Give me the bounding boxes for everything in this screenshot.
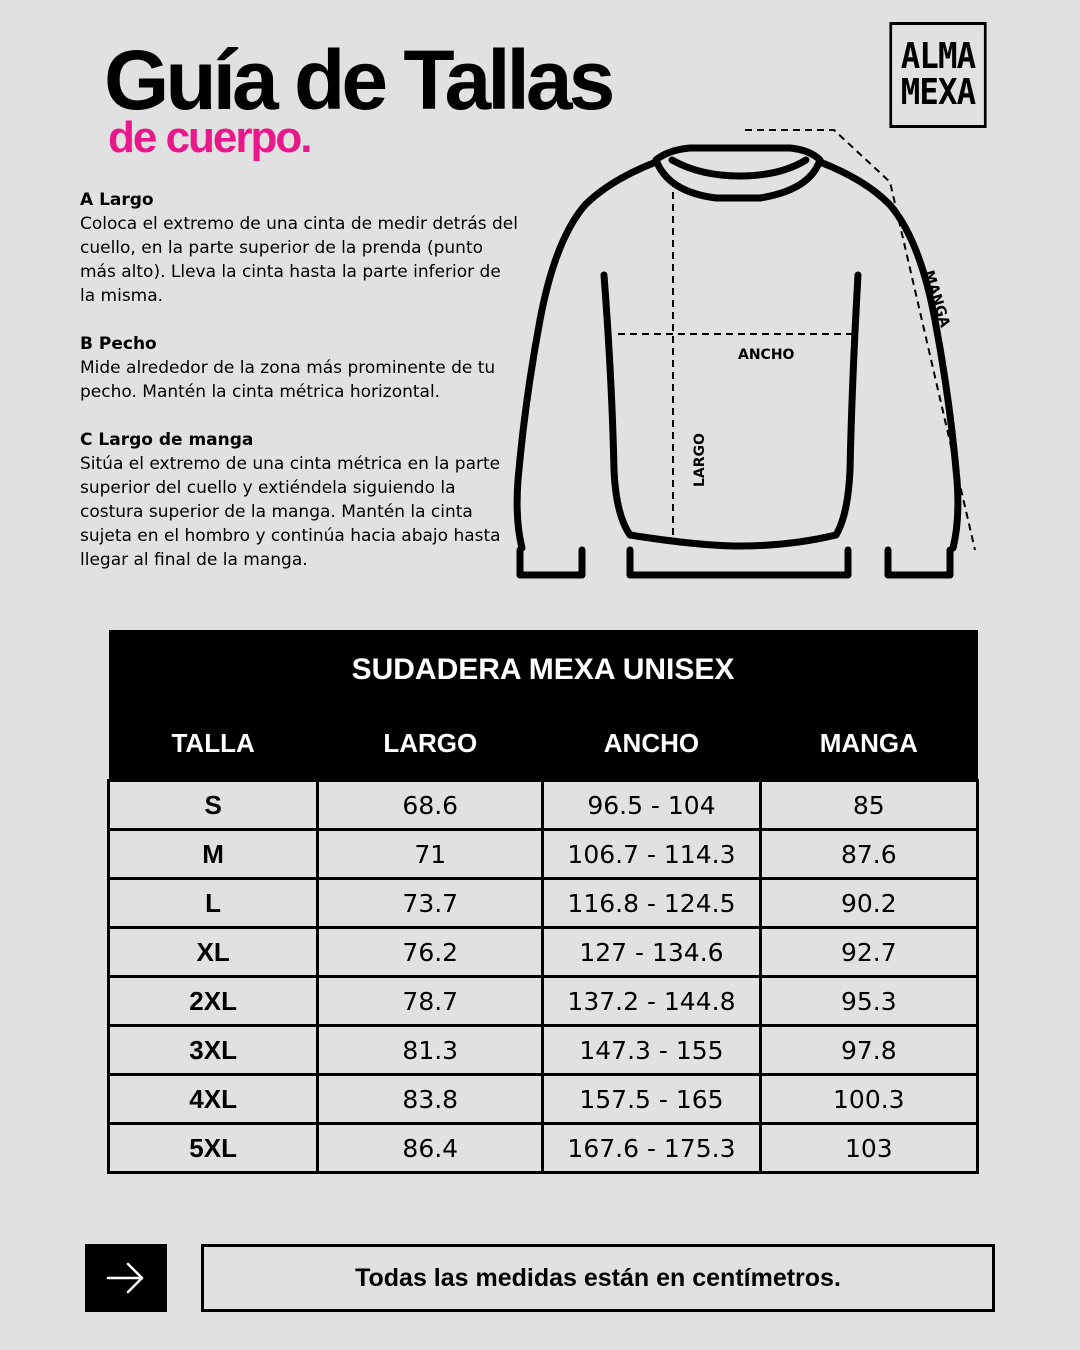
value-cell: 95.3: [760, 977, 977, 1026]
column-header-manga: MANGA: [819, 727, 918, 758]
table-row: [109, 1075, 978, 1124]
value-cell: 90.2: [760, 879, 977, 928]
value-cell: 167.6 - 175.3: [543, 1124, 760, 1173]
value-cell: 83.8: [318, 1075, 543, 1124]
page-title: Guía de Tallas: [104, 33, 612, 127]
instruction-largo: [80, 188, 520, 308]
table-row: [109, 1026, 978, 1075]
instruction-body: Coloca el extremo de una cinta de medir detrás del cuello, en la parte superior de la prenda (punto más alto). Lleva la cinta hasta la parte inferior de la misma.: [80, 214, 518, 306]
value-cell: 157.5 - 165: [543, 1075, 760, 1124]
size-cell: L: [109, 879, 318, 928]
size-table: [107, 630, 979, 1174]
value-cell: 87.6: [760, 830, 977, 879]
units-note-text: Todas las medidas están en centímetros.: [355, 1263, 841, 1292]
instruction-heading: C Largo de manga: [80, 430, 254, 450]
value-cell: 103: [760, 1124, 977, 1173]
units-note: [201, 1244, 995, 1312]
instruction-heading: B Pecho: [80, 334, 157, 354]
value-cell: 76.2: [318, 928, 543, 977]
table-row: [109, 1124, 978, 1173]
table-row: [109, 781, 978, 830]
size-cell: 5XL: [109, 1124, 318, 1173]
value-cell: 85: [760, 781, 977, 830]
value-cell: 86.4: [318, 1124, 543, 1173]
arrow-right-icon-glyph: [104, 1260, 148, 1296]
size-cell: 2XL: [109, 977, 318, 1026]
value-cell: 96.5 - 104: [543, 781, 760, 830]
size-cell: S: [109, 781, 318, 830]
instruction-body: Sitúa el extremo de una cinta métrica en la parte superior del cuello y extiéndela siguiendo la costura superior de la manga. Mantén la cinta sujeta en el hombro y continúa hacia abajo hasta llegar al final de la manga.: [80, 454, 501, 570]
table-row: [109, 977, 978, 1026]
instruction-manga: [80, 428, 520, 572]
instruction-pecho: [80, 332, 520, 404]
value-cell: 78.7: [318, 977, 543, 1026]
table-row: [109, 928, 978, 977]
table-row: [109, 879, 978, 928]
column-header-ancho: ANCHO: [603, 727, 700, 758]
value-cell: 127 - 134.6: [543, 928, 760, 977]
value-cell: 116.8 - 124.5: [543, 879, 760, 928]
size-cell: XL: [109, 928, 318, 977]
size-cell: 3XL: [109, 1026, 318, 1075]
page-subtitle: de cuerpo.: [108, 113, 311, 162]
instruction-body: Mide alrededor de la zona más prominente de tu pecho. Mantén la cinta métrica horizontal.: [80, 358, 496, 402]
logo-line-1: ALMA: [900, 36, 976, 77]
instruction-heading: A Largo: [80, 190, 154, 210]
value-cell: 137.2 - 144.8: [543, 977, 760, 1026]
label-largo: LARGO: [692, 433, 708, 487]
value-cell: 106.7 - 114.3: [543, 830, 760, 879]
table-row: [109, 830, 978, 879]
measurement-instructions: [80, 188, 520, 596]
value-cell: 147.3 - 155: [543, 1026, 760, 1075]
column-header-largo: LARGO: [383, 727, 478, 758]
value-cell: 73.7: [318, 879, 543, 928]
value-cell: 97.8: [760, 1026, 977, 1075]
size-cell: M: [109, 830, 318, 879]
arrow-right-icon: [85, 1244, 167, 1312]
brand-logo: [889, 22, 986, 128]
size-cell: 4XL: [109, 1075, 318, 1124]
column-header-talla: TALLA: [171, 727, 255, 758]
value-cell: 92.7: [760, 928, 977, 977]
value-cell: 71: [318, 830, 543, 879]
label-manga: MANGA: [920, 268, 953, 330]
value-cell: 100.3: [760, 1075, 977, 1124]
value-cell: 68.6: [318, 781, 543, 830]
sweatshirt-icon: [505, 120, 985, 590]
table-body: [109, 781, 978, 1173]
logo-line-2: MEXA: [900, 72, 976, 113]
table-title: SUDADERA MEXA UNISEX: [351, 653, 735, 686]
table-header: [109, 630, 978, 781]
label-ancho: ANCHO: [738, 347, 795, 363]
value-cell: 81.3: [318, 1026, 543, 1075]
